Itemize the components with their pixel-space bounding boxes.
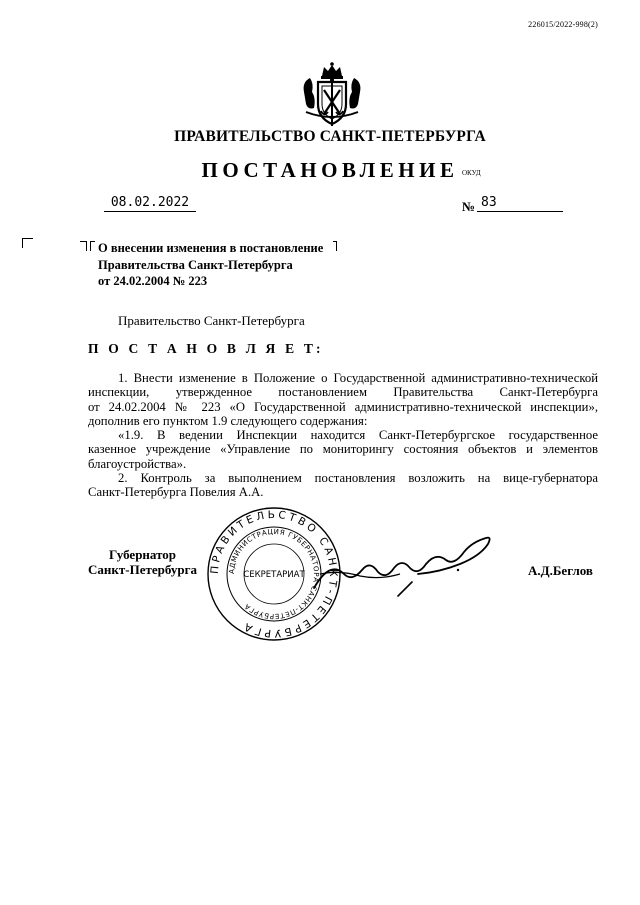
stamp-center-text: СЕКРЕТАРИАТ <box>243 570 305 580</box>
paragraph-2-line-2: казенное учреждение «Управление по мониторингу состояния объектов и элементов <box>88 442 598 457</box>
handwritten-signature <box>300 530 500 600</box>
number-label: № <box>462 199 476 214</box>
okud-label: ОКУД <box>462 169 481 177</box>
signatory-position <box>88 547 197 577</box>
document-number: 83 <box>477 195 563 212</box>
paragraph-3-line-2: Санкт-Петербурга Повелия А.А. <box>88 485 264 500</box>
subject-line-2: Правительства Санкт-Петербурга <box>98 257 293 272</box>
document-type-title: ПОСТАНОВЛЕНИЕ <box>201 158 459 182</box>
document-date: 08.02.2022 <box>104 195 196 212</box>
subject-line-1: О внесении изменения в постановление <box>98 241 324 255</box>
document-body <box>88 371 598 500</box>
subject-open-mark-inner <box>90 241 95 251</box>
left-margin-corner-mark <box>22 238 33 248</box>
intro-text: Правительство Санкт-Петербурга <box>118 313 305 328</box>
government-title: ПРАВИТЕЛЬСТВО САНКТ-ПЕТЕРБУРГА <box>174 128 486 145</box>
stamp-outer-text: ПРАВИТЕЛЬСТВО САНКТ-ПЕТЕРБУРГА <box>208 508 340 640</box>
paragraph-1-line-1: 1. Внести изменение в Положение о Государственной административно-технической <box>118 371 598 385</box>
subject-close-mark <box>333 241 337 251</box>
subject-open-mark <box>80 241 87 251</box>
coat-of-arms-icon <box>300 62 364 128</box>
document-subject <box>98 240 323 290</box>
paragraph-2-line-3: благоустройства». <box>88 456 187 471</box>
paragraph-2-line-1: «1.9. В ведении Инспекции находится Санкт-Петербургское государственное <box>118 428 598 443</box>
paragraph-3-line-1: 2. Контроль за выполнением постановления возложить на вице-губернатора <box>118 471 598 486</box>
paragraph-1-line-3: от 24.02.2004 № 223 «О Государственной административно-технической инспекции», <box>88 399 598 414</box>
signatory-position-line-1: Губернатор <box>108 547 177 562</box>
resolves-heading: П О С Т А Н О В Л Я Е Т: <box>88 341 324 356</box>
signatory-name: А.Д.Беглов <box>528 563 593 578</box>
document-code: 226015/2022-998(2) <box>528 20 598 29</box>
paragraph-1-line-4: дополнив его пунктом 1.9 следующего содержания: <box>88 413 368 428</box>
paragraph-1-line-2: инспекции, утвержденное постановлением Правительства Санкт-Петербурга <box>88 385 598 400</box>
subject-line-3: от 24.02.2004 № 223 <box>98 274 208 288</box>
signatory-position-line-2: Санкт-Петербурга <box>88 562 197 577</box>
stamp-inner-text: АДМИНИСТРАЦИЯ ГУБЕРНАТОРА САНКТ-ПЕТЕРБУРГА <box>227 527 321 621</box>
